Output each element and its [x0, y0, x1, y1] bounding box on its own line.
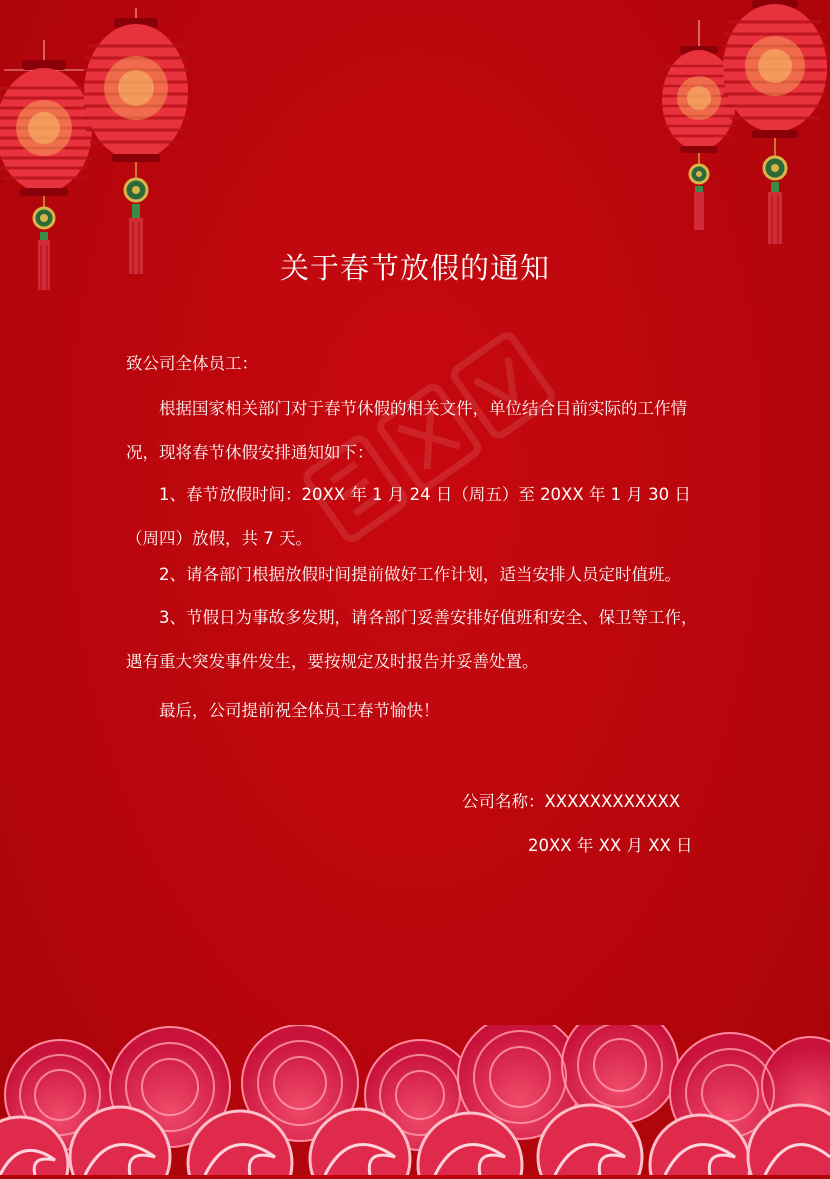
notice-date: 20XX 年 XX 月 XX 日: [528, 836, 693, 855]
company-name: 公司名称：XXXXXXXXXXXX: [462, 792, 681, 811]
page-title: 关于春节放假的通知: [279, 251, 550, 285]
lantern-icon: [722, 0, 828, 250]
lantern-icon: [82, 8, 190, 278]
item-1-paragraph: 1、春节放假时间：20XX 年 1 月 24 日（周五）至 20XX 年 1 月 30 日（周四）放假，共 7 天。: [126, 485, 691, 548]
salutation: 致公司全体员工：: [126, 354, 258, 373]
item-2-paragraph: 2、请各部门根据放假时间提前做好工作计划，适当安排人员定时值班。: [159, 565, 681, 584]
intro-paragraph: 根据国家相关部门对于春节休假的相关文件，单位结合目前实际的工作情况，现将春节休假安排通知如下：: [126, 399, 687, 462]
cloud-pattern-icon: [0, 1025, 830, 1175]
closing-paragraph: 最后，公司提前祝全体员工春节愉快！: [159, 701, 440, 720]
item-3-paragraph: 3、节假日为事故多发期，请各部门妥善安排好值班和安全、保卫等工作，遇有重大突发事件发生，要按规定及时报告并妥善处置。: [126, 608, 698, 671]
